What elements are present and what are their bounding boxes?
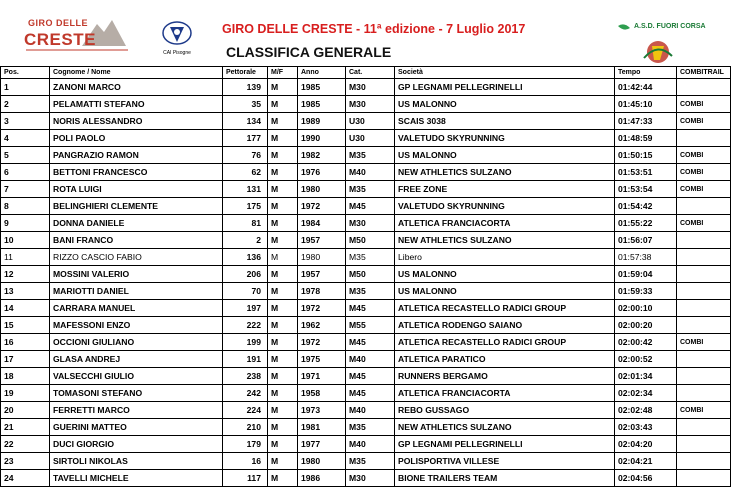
cell-time: 01:50:15 (615, 147, 677, 164)
cell-pos: 17 (1, 351, 50, 368)
cell-sex: M (268, 147, 298, 164)
cell-category: M50 (346, 266, 395, 283)
cell-category: M40 (346, 436, 395, 453)
cell-time: 02:04:56 (615, 470, 677, 487)
cell-year: 1984 (298, 215, 346, 232)
cell-club: ATLETICA PARATICO (395, 351, 615, 368)
cell-category: M35 (346, 181, 395, 198)
table-row (1, 436, 731, 453)
table-row (1, 419, 731, 436)
cell-combitrail (677, 249, 731, 266)
cell-sex: M (268, 164, 298, 181)
cell-sex: M (268, 130, 298, 147)
cell-name: GLASA ANDREJ (50, 351, 223, 368)
cell-name: PELAMATTI STEFANO (50, 96, 223, 113)
cell-bib: 199 (223, 334, 268, 351)
cell-year: 1980 (298, 181, 346, 198)
cell-combitrail (677, 300, 731, 317)
cell-sex: M (268, 436, 298, 453)
cell-year: 1989 (298, 113, 346, 130)
logo-line2: CRESTE (24, 30, 96, 49)
cell-pos: 1 (1, 79, 50, 96)
cell-category: M45 (346, 198, 395, 215)
cell-club: ATLETICA FRANCIACORTA (395, 385, 615, 402)
cell-combitrail (677, 232, 731, 249)
cell-time: 01:56:07 (615, 232, 677, 249)
cell-name: FERRETTI MARCO (50, 402, 223, 419)
cell-bib: 81 (223, 215, 268, 232)
cell-year: 1962 (298, 317, 346, 334)
cell-bib: 191 (223, 351, 268, 368)
club-name: A.S.D. FUORI CORSA (634, 23, 706, 30)
cell-time: 01:53:54 (615, 181, 677, 198)
cell-bib: 16 (223, 453, 268, 470)
cell-pos: 4 (1, 130, 50, 147)
cell-bib: 175 (223, 198, 268, 215)
cell-category: M50 (346, 232, 395, 249)
results-table (0, 66, 731, 487)
table-row (1, 249, 731, 266)
cell-category: M45 (346, 300, 395, 317)
cell-year: 1957 (298, 266, 346, 283)
cell-name: BELINGHIERI CLEMENTE (50, 198, 223, 215)
cell-pos: 16 (1, 334, 50, 351)
cell-bib: 70 (223, 283, 268, 300)
cai-logo (160, 20, 194, 60)
cell-club: VALETUDO SKYRUNNING (395, 198, 615, 215)
cell-combitrail (677, 453, 731, 470)
logo-line1: GIRO DELLE (28, 18, 89, 28)
cell-year: 1981 (298, 419, 346, 436)
col-club: Società (395, 67, 615, 79)
cell-category: U30 (346, 130, 395, 147)
cell-pos: 21 (1, 419, 50, 436)
cell-sex: M (268, 453, 298, 470)
cell-club: ATLETICA RECASTELLO RADICI GROUP (395, 334, 615, 351)
table-row (1, 351, 731, 368)
cell-sex: M (268, 351, 298, 368)
table-row (1, 232, 731, 249)
cell-time: 01:57:38 (615, 249, 677, 266)
cell-name: TAVELLI MICHELE (50, 470, 223, 487)
cell-name: MOSSINI VALERIO (50, 266, 223, 283)
cell-bib: 206 (223, 266, 268, 283)
cell-bib: 2 (223, 232, 268, 249)
cell-club: NEW ATHLETICS SULZANO (395, 164, 615, 181)
cell-time: 02:01:34 (615, 368, 677, 385)
cell-pos: 7 (1, 181, 50, 198)
cell-pos: 15 (1, 317, 50, 334)
cell-combitrail (677, 351, 731, 368)
cell-pos: 22 (1, 436, 50, 453)
cell-category: M35 (346, 249, 395, 266)
cell-year: 1972 (298, 300, 346, 317)
cell-time: 01:59:33 (615, 283, 677, 300)
table-row (1, 300, 731, 317)
cell-name: OCCIONI GIULIANO (50, 334, 223, 351)
cell-combitrail: COMBI (677, 96, 731, 113)
cell-name: PANGRAZIO RAMON (50, 147, 223, 164)
cell-name: GUERINI MATTEO (50, 419, 223, 436)
cell-time: 02:03:43 (615, 419, 677, 436)
cell-name: BANI FRANCO (50, 232, 223, 249)
table-row (1, 181, 731, 198)
table-row (1, 113, 731, 130)
cell-bib: 197 (223, 300, 268, 317)
table-row (1, 402, 731, 419)
table-row (1, 147, 731, 164)
table-row (1, 198, 731, 215)
cell-bib: 210 (223, 419, 268, 436)
cell-combitrail: COMBI (677, 147, 731, 164)
cell-year: 1975 (298, 351, 346, 368)
cell-name: DUCI GIORGIO (50, 436, 223, 453)
cell-club: ATLETICA RECASTELLO RADICI GROUP (395, 300, 615, 317)
cell-category: M30 (346, 470, 395, 487)
cell-sex: M (268, 419, 298, 436)
cell-club: REBO GUSSAGO (395, 402, 615, 419)
cell-bib: 222 (223, 317, 268, 334)
cell-combitrail (677, 368, 731, 385)
cell-sex: M (268, 317, 298, 334)
cell-sex: M (268, 113, 298, 130)
table-row (1, 283, 731, 300)
cell-pos: 12 (1, 266, 50, 283)
cell-combitrail: COMBI (677, 181, 731, 198)
cell-bib: 35 (223, 96, 268, 113)
cell-category: M40 (346, 351, 395, 368)
cell-time: 02:00:10 (615, 300, 677, 317)
cell-time: 01:53:51 (615, 164, 677, 181)
cell-name: RIZZO CASCIO FABIO (50, 249, 223, 266)
cell-club: SCAIS 3038 (395, 113, 615, 130)
table-row (1, 130, 731, 147)
cell-combitrail: COMBI (677, 215, 731, 232)
cell-club: US MALONNO (395, 283, 615, 300)
table-row (1, 334, 731, 351)
cell-name: DONNA DANIELE (50, 215, 223, 232)
cell-name: MARIOTTI DANIEL (50, 283, 223, 300)
cell-time: 02:02:34 (615, 385, 677, 402)
cell-pos: 14 (1, 300, 50, 317)
table-row (1, 96, 731, 113)
giro-delle-creste-logo (22, 16, 132, 56)
cell-pos: 18 (1, 368, 50, 385)
cell-year: 1982 (298, 147, 346, 164)
cell-club: US MALONNO (395, 96, 615, 113)
cell-time: 01:47:33 (615, 113, 677, 130)
cell-club: GP LEGNAMI PELLEGRINELLI (395, 79, 615, 96)
cell-time: 02:04:21 (615, 453, 677, 470)
col-bib: Pettorale (223, 67, 268, 79)
cell-sex: M (268, 79, 298, 96)
table-header-row (1, 67, 731, 79)
cell-year: 1985 (298, 79, 346, 96)
cell-time: 01:54:42 (615, 198, 677, 215)
cell-year: 1980 (298, 453, 346, 470)
cell-year: 1971 (298, 368, 346, 385)
cell-pos: 10 (1, 232, 50, 249)
cell-bib: 134 (223, 113, 268, 130)
cell-pos: 8 (1, 198, 50, 215)
cell-name: VALSECCHI GIULIO (50, 368, 223, 385)
cell-pos: 24 (1, 470, 50, 487)
cell-category: M35 (346, 147, 395, 164)
cell-combitrail (677, 79, 731, 96)
cell-bib: 177 (223, 130, 268, 147)
table-row (1, 79, 731, 96)
results-body (1, 79, 731, 487)
table-row (1, 266, 731, 283)
cell-category: M40 (346, 164, 395, 181)
cell-year: 1977 (298, 436, 346, 453)
cell-pos: 2 (1, 96, 50, 113)
cell-sex: M (268, 470, 298, 487)
cell-category: M35 (346, 283, 395, 300)
col-category: Cat. (346, 67, 395, 79)
table-row (1, 470, 731, 487)
cell-category: M45 (346, 334, 395, 351)
cell-combitrail: COMBI (677, 402, 731, 419)
cell-pos: 3 (1, 113, 50, 130)
cell-time: 02:00:42 (615, 334, 677, 351)
cell-year: 1957 (298, 232, 346, 249)
cell-time: 02:02:48 (615, 402, 677, 419)
cell-combitrail (677, 130, 731, 147)
cell-combitrail (677, 198, 731, 215)
cell-bib: 131 (223, 181, 268, 198)
cell-club: RUNNERS BERGAMO (395, 368, 615, 385)
cell-sex: M (268, 385, 298, 402)
cell-time: 01:42:44 (615, 79, 677, 96)
table-row (1, 317, 731, 334)
cell-pos: 13 (1, 283, 50, 300)
cell-combitrail (677, 385, 731, 402)
cell-name: BETTONI FRANCESCO (50, 164, 223, 181)
cell-sex: M (268, 96, 298, 113)
cell-pos: 23 (1, 453, 50, 470)
cell-name: ROTA LUIGI (50, 181, 223, 198)
cell-combitrail (677, 266, 731, 283)
cell-category: M35 (346, 419, 395, 436)
cell-category: M45 (346, 385, 395, 402)
cell-category: M55 (346, 317, 395, 334)
table-row (1, 453, 731, 470)
fuori-corsa-logo (614, 20, 734, 65)
cell-pos: 11 (1, 249, 50, 266)
cell-club: US MALONNO (395, 147, 615, 164)
cell-time: 02:00:20 (615, 317, 677, 334)
cell-bib: 238 (223, 368, 268, 385)
cell-category: M45 (346, 368, 395, 385)
cell-time: 01:55:22 (615, 215, 677, 232)
cell-pos: 5 (1, 147, 50, 164)
cai-shield-icon (160, 20, 194, 50)
cell-sex: M (268, 249, 298, 266)
event-title: GIRO DELLE CRESTE - 11ª edizione - 7 Luglio 2017 (222, 22, 526, 36)
cell-club: Libero (395, 249, 615, 266)
cell-sex: M (268, 300, 298, 317)
cell-sex: M (268, 368, 298, 385)
page-header (0, 0, 741, 66)
cell-year: 1976 (298, 164, 346, 181)
cell-bib: 224 (223, 402, 268, 419)
cell-combitrail: COMBI (677, 113, 731, 130)
cell-club: ATLETICA RODENGO SAIANO (395, 317, 615, 334)
col-pos: Pos. (1, 67, 50, 79)
cell-year: 1973 (298, 402, 346, 419)
col-combitrail: COMBITRAIL (677, 67, 731, 79)
cell-pos: 9 (1, 215, 50, 232)
cai-label: CAI Pisogne (163, 50, 191, 56)
col-sex: M/F (268, 67, 298, 79)
col-year: Anno (298, 67, 346, 79)
cell-club: VALETUDO SKYRUNNING (395, 130, 615, 147)
cell-club: FREE ZONE (395, 181, 615, 198)
cell-combitrail (677, 317, 731, 334)
col-name: Cognome / Nome (50, 67, 223, 79)
cell-club: NEW ATHLETICS SULZANO (395, 232, 615, 249)
cell-combitrail: COMBI (677, 164, 731, 181)
cell-name: SIRTOLI NIKOLAS (50, 453, 223, 470)
cell-category: M35 (346, 453, 395, 470)
cell-time: 01:45:10 (615, 96, 677, 113)
cell-sex: M (268, 283, 298, 300)
cell-combitrail (677, 283, 731, 300)
table-row (1, 368, 731, 385)
cell-year: 1958 (298, 385, 346, 402)
cell-year: 1972 (298, 334, 346, 351)
table-row (1, 164, 731, 181)
cell-pos: 6 (1, 164, 50, 181)
cell-combitrail (677, 470, 731, 487)
cell-club: US MALONNO (395, 266, 615, 283)
cell-time: 01:48:59 (615, 130, 677, 147)
cell-combitrail: COMBI (677, 334, 731, 351)
cell-year: 1990 (298, 130, 346, 147)
cell-name: CARRARA MANUEL (50, 300, 223, 317)
cell-year: 1986 (298, 470, 346, 487)
cell-sex: M (268, 232, 298, 249)
cell-name: ZANONI MARCO (50, 79, 223, 96)
cell-name: NORIS ALESSANDRO (50, 113, 223, 130)
table-row (1, 385, 731, 402)
cell-category: M30 (346, 79, 395, 96)
cell-year: 1980 (298, 249, 346, 266)
cell-club: GP LEGNAMI PELLEGRINELLI (395, 436, 615, 453)
cell-year: 1985 (298, 96, 346, 113)
cell-bib: 117 (223, 470, 268, 487)
cell-club: POLISPORTIVA VILLESE (395, 453, 615, 470)
col-time: Tempo (615, 67, 677, 79)
cell-name: POLI PAOLO (50, 130, 223, 147)
cell-sex: M (268, 181, 298, 198)
cell-pos: 20 (1, 402, 50, 419)
cell-category: M30 (346, 96, 395, 113)
cell-time: 02:04:20 (615, 436, 677, 453)
classification-title: CLASSIFICA GENERALE (226, 44, 392, 60)
cell-bib: 76 (223, 147, 268, 164)
cell-sex: M (268, 266, 298, 283)
cell-combitrail (677, 419, 731, 436)
cell-time: 01:59:04 (615, 266, 677, 283)
cell-club: ATLETICA FRANCIACORTA (395, 215, 615, 232)
cell-year: 1978 (298, 283, 346, 300)
cell-category: M30 (346, 215, 395, 232)
cell-category: M40 (346, 402, 395, 419)
cell-name: MAFESSONI ENZO (50, 317, 223, 334)
table-row (1, 215, 731, 232)
cell-bib: 242 (223, 385, 268, 402)
cell-year: 1972 (298, 198, 346, 215)
cell-club: NEW ATHLETICS SULZANO (395, 419, 615, 436)
cell-sex: M (268, 402, 298, 419)
cell-sex: M (268, 334, 298, 351)
cell-sex: M (268, 198, 298, 215)
cell-pos: 19 (1, 385, 50, 402)
cell-bib: 136 (223, 249, 268, 266)
cell-combitrail (677, 436, 731, 453)
cell-category: U30 (346, 113, 395, 130)
cell-time: 02:00:52 (615, 351, 677, 368)
cell-bib: 139 (223, 79, 268, 96)
cell-bib: 179 (223, 436, 268, 453)
cell-bib: 62 (223, 164, 268, 181)
cell-club: BIONE TRAILERS TEAM (395, 470, 615, 487)
cell-name: TOMASONI STEFANO (50, 385, 223, 402)
cell-sex: M (268, 215, 298, 232)
